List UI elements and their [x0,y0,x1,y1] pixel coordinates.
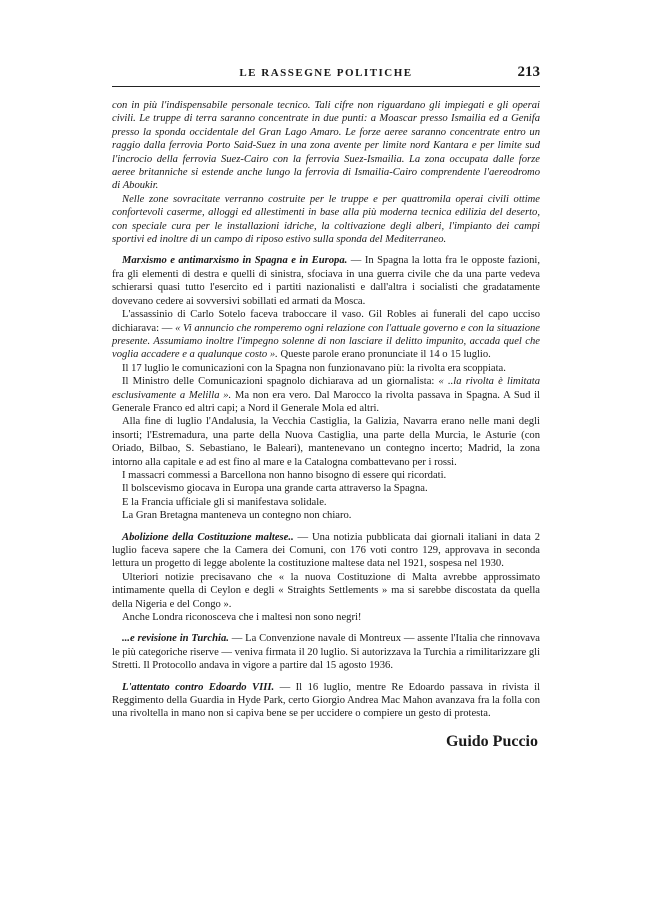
malta-paragraph-2: Ulteriori notizie precisavano che « la nuova Costituzione di Malta avrebbe approssimato intimamente quella di Ceylon e degli « Straights Settlements » ma si sarebbe discostata da quella della Nigeria e del Congo ». [112,571,540,610]
section-spagna-lead [112,254,540,308]
running-title: LE RASSEGNE POLITICHE [239,67,413,79]
spagna-paragraph-4 [112,375,540,415]
intro-paragraph-1: con in più l'indispensabile personale tecnico. Tali cifre non riguardano gli impiegati e gli operai civili. Le truppe di terra saranno concentrate in due punti: a Moascar presso Ismailia ed a Genifa presso la sponda occidentale del Gran Lago Amaro. Le forze aeree saranno concentrate entro un raggio dalla ferrovia Porto Said-Suez in una zona avente per limite nord Kantara e per limite sud l'incrocio della ferrovia Suez-Cairo con la ferrovia Suez-Ismailia. La zona occupata dalle forze aeree britanniche si estende anche lungo la ferrovia di Ismailia-Cairo comprendente l'aereodromo di Aboukir. [112,100,540,192]
intro-paragraph-2: Nelle zone sovracitate verranno costruite per le truppe e per quattromila operai civili ottime confortevoli caserme, alloggi ed allestimenti in base alla più moderna tecnica edilizia del deserto, con speciale cura per le installazioni idriche, la coltivazione degli alberi, l'impianto dei campi sportivi ed inoltre di un campo di riposo estivo sulla sponda del Mediterraneo. [112,193,540,246]
spagna-paragraph-7: Il bolscevismo giocava in Europa una grande carta attraverso la Spagna. [122,483,428,495]
spagna-p4-quote: « ..la rivolta è limitata esclusivamente a Melilla ». [112,376,540,401]
section-edoardo-lead [112,681,540,721]
spagna-p4-tail: Ma non era vero. Dal Marocco la rivolta passava in Spagna. A Sud il Generale Franco ed altri capi; a Nord il Generale Mola ed altri. [112,389,540,414]
section-heading-edoardo: L'attentato contro Edoardo VIII. [122,681,275,693]
section-turchia-lead [112,632,540,672]
author-signature: Guido Puccio [445,732,538,750]
turchia-lead-text: — La Convenzione navale di Montreux — assente l'Italia che rinnovava le più categoriche riserve — veniva firmata il 20 luglio. Si autorizzava la Turchia a rimilitarizzare gli Stretti. Il Protocollo andava in vigore a partire dal 15 agosto 1936. [112,633,541,672]
spagna-p2-tail: Queste parole erano pronunciate il 14 o 15 luglio. [277,349,491,361]
spagna-p2-quote: « Vi annuncio che romperemo ogni relazione con l'attuale governo e con la situazione presente. Assumiamo inoltre l'impegno solenne di non lasciare il delitto impunito, accada quel che voglia accadere e a qualunque costo ». [112,322,541,361]
malta-paragraph-3: Anche Londra riconosceva che i maltesi non sono negri! [122,612,362,624]
malta-lead-text: — Una notizia pubblicata dai giornali italiani in data 2 luglio faceva sapere che la Camera dei Comuni, con 176 voti contro 129, approvava in seconda lettura un progetto di legge abolente la costituzione maltese data nel 1921, sospesa nel 1930. [112,531,540,570]
section-heading-spagna: Marxismo e antimarxismo in Spagna e in Europa. [122,255,348,267]
spagna-paragraph-2 [112,308,540,362]
spagna-paragraph-8: E la Francia ufficiale gli si manifestava solidale. [122,496,327,508]
spagna-paragraph-3: Il 17 luglio le comunicazioni con la Spagna non funzionavano più: la rivolta era scoppiata. [122,362,506,374]
spagna-paragraph-6: I massacri commessi a Barcellona non hanno bisogno di essere qui ricordati. [122,469,447,481]
section-malta-lead [112,531,540,571]
article-body [112,99,540,748]
spagna-p2-text: L'assassinio di Carlo Sotelo faceva traboccare il vaso. Gil Robles ai funerali del capo ucciso dichiarava: — [112,309,540,334]
page-header [112,64,540,87]
section-heading-turchia: ...e revisione in Turchia. [122,633,229,645]
page [112,64,540,748]
spagna-paragraph-9: La Gran Bretagna manteneva un contegno non chiaro. [122,510,352,522]
page-number: 213 [517,64,540,80]
spagna-paragraph-5: Alla fine di luglio l'Andalusia, la Vecchia Castiglia, la Galizia, Navarra erano nelle mani degli insorti; l'Estremadura, una parte della Nuova Castiglia, una parte della Murcia, le Asturie (con Oriado, Bilbao, S. Sebastiano, le Baleari), mantenevano un contegno incerto; Madrid, la zona intorno alla capitale e ad est fino al mare e la Catalogna combattevano per i rossi. [112,416,540,468]
spagna-p4-text: Il Ministro delle Comunicazioni spagnolo dichiarava ad un giornalista: [122,376,439,388]
spagna-lead-text: — In Spagna la lotta fra le opposte fazioni, fra gli elementi di destra e quelli di sinistra, sfociava in una guerra civile che da una parte vedeva schierarsi quasi tutto l'esercito ed i partiti nazionalisti e dall'altra i socialisti che gradatamente dovevano cedere ai sovversivi sobillati ed armati da Mosca. [112,255,541,307]
edoardo-lead-text: — Il 16 luglio, mentre Re Edoardo passava in rivista il Reggimento della Guardia in Hyde Park, certo Giorgio Andrea Mac Mahon avanzava fra la folla con una rivoltella in mano non si capiva bene se per uccidere o compiere un gesto di protesta. [112,681,540,720]
section-heading-malta: Abolizione della Costituzione maltese.. [122,531,294,543]
